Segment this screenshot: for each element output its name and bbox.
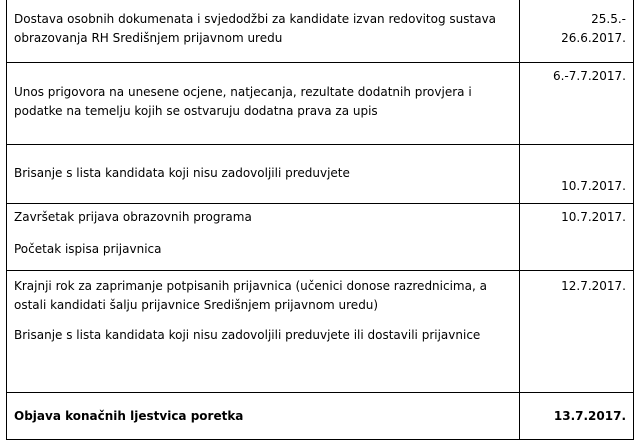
table-row xyxy=(7,0,634,62)
table-row xyxy=(7,144,634,203)
date-text: 26.6.2017. xyxy=(561,31,626,45)
description-text: Objava konačnih ljestvica poretka xyxy=(14,408,244,423)
description-cell xyxy=(7,392,520,439)
date-text: 12.7.2017. xyxy=(561,278,626,293)
table-row xyxy=(7,270,634,392)
description-text: Dostava osobnih dokumenata i svjedodžbi za kandidate izvan redovitog sustava xyxy=(14,12,497,26)
description-cell xyxy=(7,270,520,392)
description-text: Krajnji rok za zaprimanje potpisanih prijavnica (učenici donose razrednicima, a xyxy=(14,278,487,293)
description-cell xyxy=(7,62,520,144)
date-text: 25.5.- xyxy=(591,12,626,26)
description-text: obrazovanja RH Središnjem prijavnom uredu xyxy=(14,31,283,45)
description-cell xyxy=(7,144,520,203)
date-cell xyxy=(520,62,634,144)
date-text: 6.-7.7.2017. xyxy=(552,68,626,83)
description-cell xyxy=(7,0,520,62)
date-text: 10.7.2017. xyxy=(561,178,626,193)
description-text: Završetak prijava obrazovnih programa xyxy=(14,209,252,224)
description-text: Početak ispisa prijavnica xyxy=(14,241,162,256)
date-cell xyxy=(520,270,634,392)
description-text: podatke na temelju kojih se ostvaruju dodatna prava za upis xyxy=(14,103,378,118)
table-row xyxy=(7,203,634,270)
date-text: 13.7.2017. xyxy=(553,408,626,423)
description-cell xyxy=(7,203,520,270)
description-text: Brisanje s lista kandidata koji nisu zadovoljili preduvjete ili dostavili prijavnice xyxy=(14,327,481,342)
description-text: Unos prigovora na unesene ocjene, natjecanja, rezultate dodatnih provjera i xyxy=(14,84,472,99)
table-row xyxy=(7,62,634,144)
schedule-table xyxy=(6,0,634,440)
table-row xyxy=(7,392,634,439)
date-cell xyxy=(520,0,634,62)
date-cell xyxy=(520,392,634,439)
description-text: Brisanje s lista kandidata koji nisu zadovoljili preduvjete xyxy=(14,165,350,180)
date-cell xyxy=(520,203,634,270)
date-cell xyxy=(520,144,634,203)
description-text: ostali kandidati šalju prijavnice Središnjem prijavnom uredu) xyxy=(14,297,379,312)
date-text: 10.7.2017. xyxy=(561,209,626,224)
